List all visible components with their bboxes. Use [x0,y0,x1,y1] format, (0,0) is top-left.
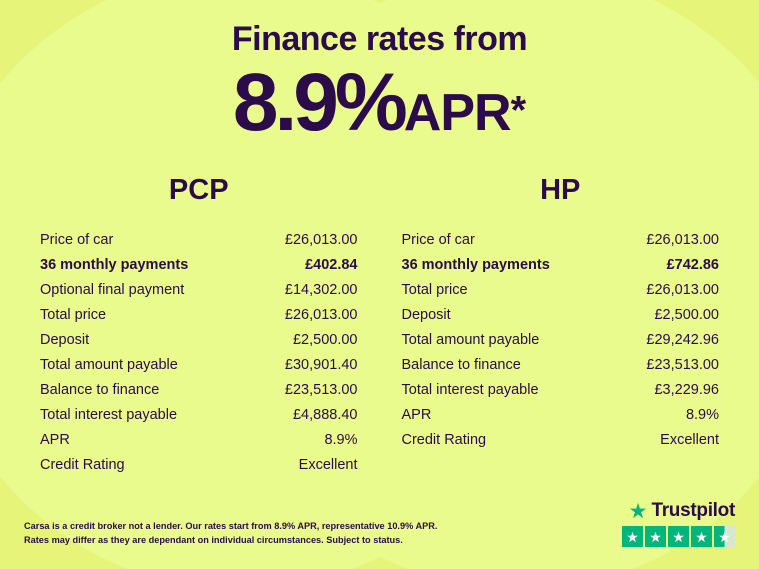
table-row [40,352,358,377]
rate-headline [0,57,759,148]
trustpilot-logo [615,500,735,522]
table-row [402,377,720,402]
row-label: Deposit [40,331,90,348]
row-label: Price of car [40,231,114,248]
table-row [402,277,720,302]
star-icon: ★ [668,526,689,547]
row-label: Total amount payable [40,356,178,373]
pcp-title: PCP [168,174,229,206]
pcp-column [18,174,380,477]
table-row [40,377,358,402]
row-label: Total price [401,281,468,298]
table-row [40,252,358,277]
row-value: £26,013.00 [284,231,358,248]
table-row [40,427,358,452]
row-value: 8.9% [324,431,358,448]
row-label: APR [401,406,432,423]
table-row [40,402,358,427]
row-label: Total amount payable [401,331,540,348]
row-label: 36 monthly payments [40,256,189,273]
trustpilot-star-icon: ★ [628,499,648,523]
row-value: £2,500.00 [292,331,358,348]
row-label: Deposit [401,306,451,323]
card-footer [0,495,759,569]
row-value: 8.9% [685,406,719,423]
row-value: £26,013.00 [646,281,719,298]
row-label: Credit Rating [40,456,125,473]
table-row [402,352,720,377]
table-row [40,227,358,252]
rate-unit: APR [403,84,511,142]
row-label: Total interest payable [40,406,178,423]
table-row [402,227,720,252]
page-title: Finance rates from [231,20,528,58]
table-row [402,327,720,352]
row-value: £29,242.96 [646,331,719,348]
star-icon: ★ [691,526,712,547]
row-label: Optional final payment [40,281,185,298]
row-label: 36 monthly payments [401,256,550,273]
row-label: Balance to finance [401,356,521,373]
table-row [40,327,358,352]
row-value: £23,513.00 [284,381,358,398]
row-value: £742.86 [666,256,719,273]
table-row [402,252,720,277]
disclaimer-line-1: Carsa is a credit broker not a lender. Our rates start from 8.9% APR, representative 10.9% APR. [24,521,438,532]
table-row [40,452,358,477]
row-value: £4,888.40 [292,406,358,423]
row-value: £2,500.00 [654,306,719,323]
trustpilot-name: Trustpilot [651,500,735,521]
row-value: £3,229.96 [654,381,719,398]
row-label: Balance to finance [40,381,160,398]
row-value: Excellent [298,456,358,473]
row-label: Price of car [401,231,475,248]
row-label: Total interest payable [401,381,539,398]
finance-tables [0,174,759,477]
rate-value: 8.9% [232,57,404,148]
table-row [402,427,720,452]
rate-asterisk: * [510,88,527,133]
row-label: Total price [40,306,107,323]
table-row [40,302,358,327]
table-row [402,402,720,427]
disclaimer-text [24,520,444,547]
star-icon: ★ [622,526,643,547]
row-value: £402.84 [305,256,358,273]
row-label: APR [40,431,70,448]
hp-title: HP [540,174,581,206]
trustpilot-rating [615,500,735,547]
table-row [402,302,720,327]
table-row [40,277,358,302]
row-value: £14,302.00 [284,281,358,298]
row-value: £26,013.00 [646,231,719,248]
star-icon: ★ [645,526,666,547]
star-half-icon: ★ [714,526,735,547]
row-value: Excellent [660,431,719,448]
row-value: £23,513.00 [646,356,719,373]
hp-column [380,174,742,477]
row-value: £30,901.40 [284,356,358,373]
row-value: £26,013.00 [284,306,358,323]
disclaimer-line-2: Rates may differ as they are dependant on individual circumstances. Subject to status. [24,534,403,545]
trustpilot-stars [615,526,735,547]
row-label: Credit Rating [401,431,487,448]
